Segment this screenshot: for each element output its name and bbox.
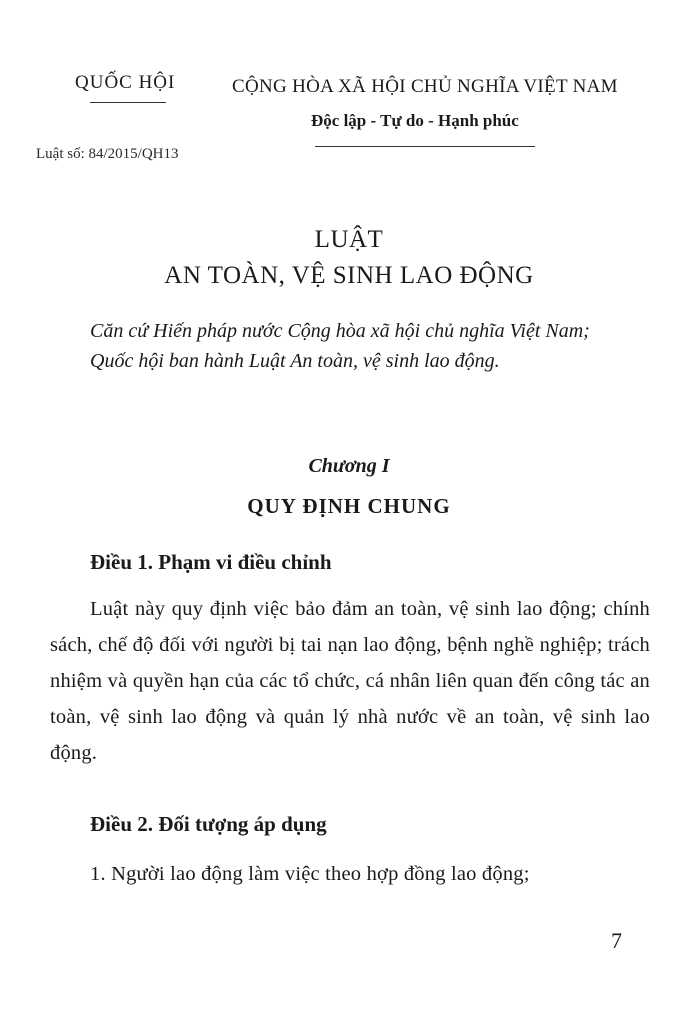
motto-underline bbox=[315, 146, 535, 147]
law-number: Luật số: 84/2015/QH13 bbox=[36, 146, 179, 162]
title-line-1: LUẬT bbox=[314, 226, 384, 253]
article-2-heading: Điều 2. Đối tượng áp dụng bbox=[90, 812, 327, 836]
article-2-paragraph: 1. Người lao động làm việc theo hợp đồng lao động; bbox=[90, 863, 530, 885]
issuer-underline bbox=[90, 102, 166, 103]
republic-name: CỘNG HÒA XÃ HỘI CHỦ NGHĨA VIỆT NAM bbox=[232, 76, 618, 97]
article-1-paragraph: Luật này quy định việc bảo đảm an toàn, vệ sinh lao động; chính sách, chế độ đối với người bị tai nạn lao động, bệnh nghề nghiệp; trách nhiệm và quyền hạn của các tổ chức, cá nhân liên quan đến công tác an toàn, vệ sinh lao động và quản lý nhà nước về an toàn, vệ sinh lao động. bbox=[50, 598, 650, 764]
title-line-2: AN TOÀN, VỆ SINH LAO ĐỘNG bbox=[164, 262, 534, 289]
preamble-line-2: Quốc hội ban hành Luật An toàn, vệ sinh lao động. bbox=[90, 350, 500, 372]
preamble bbox=[50, 316, 640, 376]
chapter-number: Chương I bbox=[308, 455, 390, 477]
article-2-text bbox=[50, 856, 650, 892]
national-motto: Độc lập - Tự do - Hạnh phúc bbox=[311, 111, 519, 130]
article-1-text bbox=[50, 591, 650, 771]
issuer-name: QUỐC HỘI bbox=[75, 72, 176, 93]
preamble-line-1: Căn cứ Hiến pháp nước Cộng hòa xã hội chủ nghĩa Việt Nam; bbox=[90, 320, 590, 342]
chapter-title: QUY ĐỊNH CHUNG bbox=[247, 494, 451, 518]
page-number: 7 bbox=[611, 928, 622, 953]
document-title bbox=[0, 222, 698, 294]
article-1-heading: Điều 1. Phạm vi điều chỉnh bbox=[90, 550, 332, 574]
